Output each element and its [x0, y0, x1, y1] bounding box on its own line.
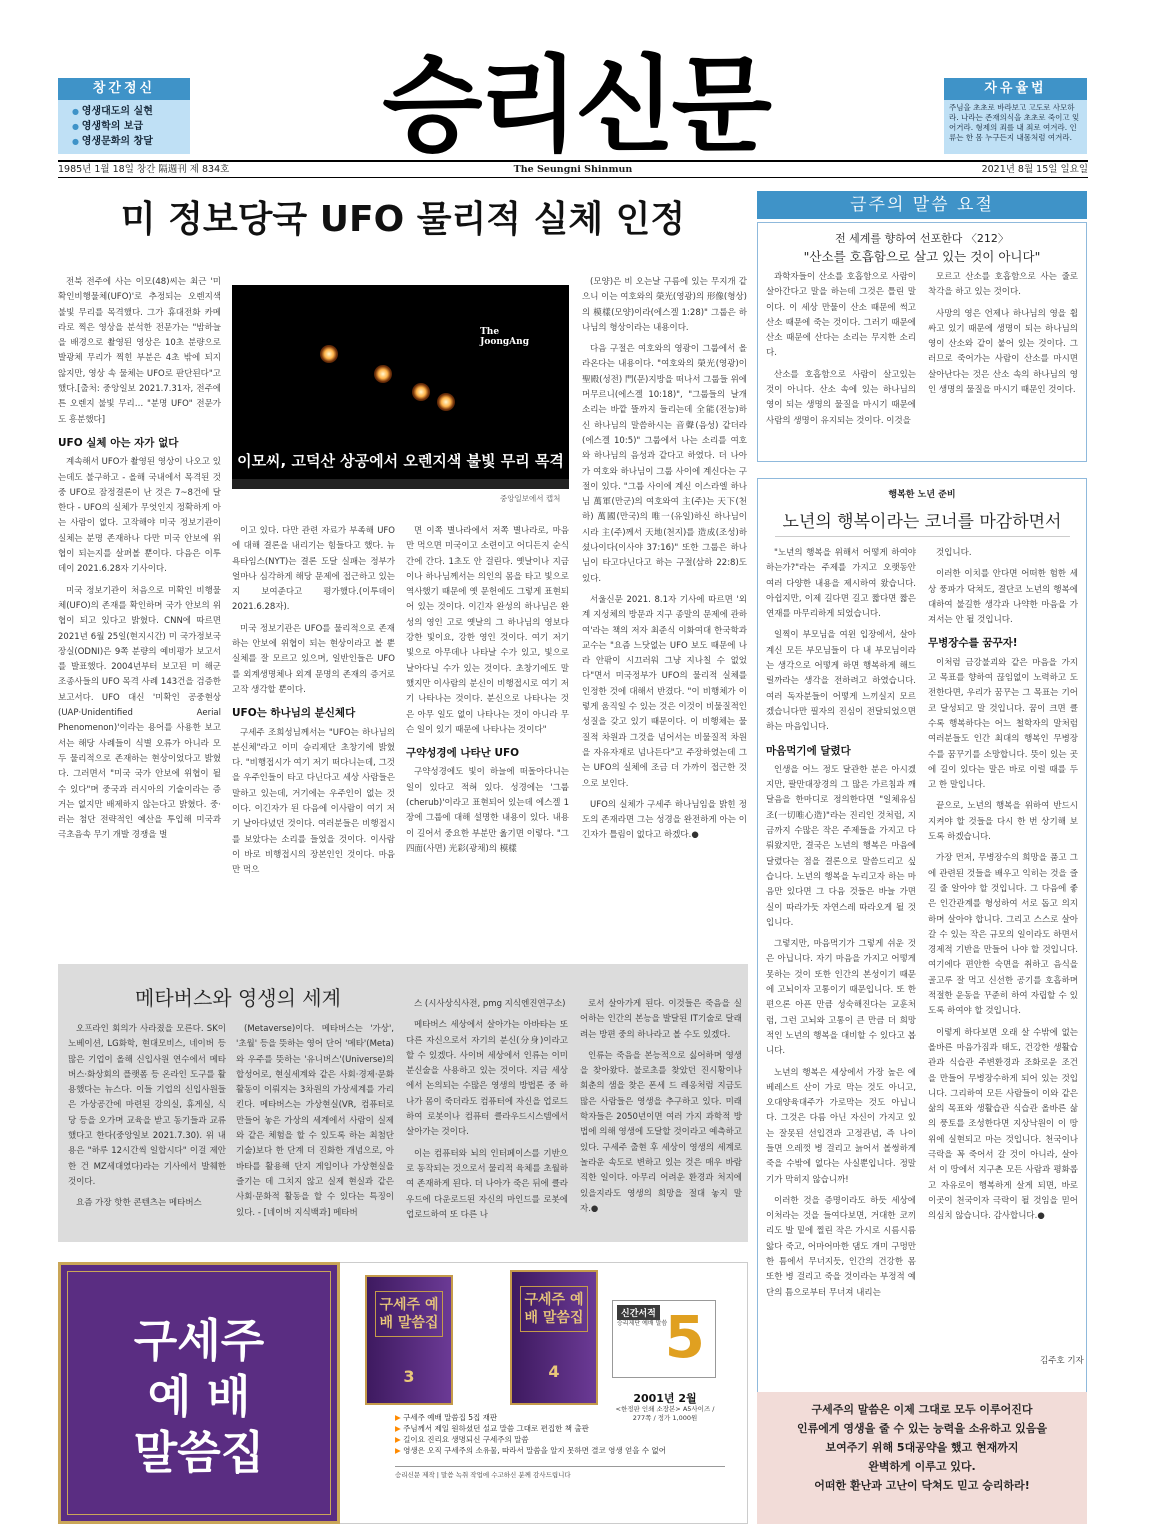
light-orb: [374, 365, 392, 383]
ad-title-panel: [58, 1262, 340, 1524]
paragraph: 로서 살아가게 된다. 이것들은 죽음을 실어하는 인간의 본능을 발달된 IT기술로 달래려는 방편 중의 하나라고 볼 수도 있겠다.: [580, 999, 742, 1040]
paragraph: 미국 정보기관이 처음으로 미확인 비행물체(UFO)의 존재를 확인하며 국가 안보의 위협이 되고 있다고 밝혔다. CNN에 따르면 2021년 6월 25일(현지시간) 미 국가정보국장실(ODNI)은 9쪽 분량의 예비평가 보고서를 발표했다. 2004년부터 보고된 미 해군 조종사들의 UFO 목격 사례 143건을 검증한 보고서다. UFO 대신 '미확인 공중현상(UAP·Unidentified Aerial Phenomenon)'이라는 용어를 사용한 보고서는 해당 사례들이 식별 오류가 아니라 모두 물리적으로 존재하는 현상이었다고 밝혔다. 그러면서 "미국 국가 안보에 위협이 될 수 있다"며 중국과 러시아의 기술이라는 증거는 없지만 배제하지 않는다고 밝혔다. 중·러는 첨단 전략적인 예산을 투입해 미국과 극초음속 무기 개발 경쟁을 벌: [58, 585, 221, 841]
paragraph: 이처럼 금강불괴와 같은 마음을 가지고 목표를 향하여 끊임없이 노력하고 도전한다면, 우리가 꿈꾸는 그 목표는 기어코 달성되고 말 것입니다. 꿈이 크면 클수록 행복하다는 어느 철학자의 말처럼 여러분들도 인간 최대의 행복인 무병장수를 꿈꾸기를 소망합니다. 뜻이 있는 곳에 길이 있다는 말은 바로 이럴 때를 두고 한 말입니다.: [928, 657, 1078, 791]
weekly-word-column-1: [766, 270, 916, 455]
book-volume: 4: [548, 1362, 560, 1381]
notice-line: 완벽하게 이루고 있다.: [868, 1460, 976, 1473]
metaverse-column-3: [406, 997, 568, 1237]
aging-title: 노년의 행복이라는 코너를 마감하면서: [782, 512, 1062, 532]
newspaper-title: 승리신문: [382, 44, 768, 166]
weekly-word-column-2: [928, 270, 1078, 455]
subheading: 구약성경에 나타난 UFO: [406, 747, 520, 760]
ad-feature-item: ▶ 주님께서 제일 원하셨던 설교 말씀 그대로 편집한 책 출판: [395, 1424, 589, 1433]
paragraph: (모양)은 비 오는날 구름에 있는 무지개 같으니 이는 여호와의 榮光(영광)의 形像(형상)의 模樣(모양)이라(에스겔 1:28)" 그룹은 하나님의 형상이라는 내용이다.: [582, 277, 747, 333]
ad-title-line: 구세주: [133, 1314, 265, 1367]
weekly-word-header: 금주의 말씀 요절: [757, 191, 1087, 219]
notice-box: [757, 1392, 1087, 1524]
ad-feature-item: ▶ 구세주 예배 말씀집 5집 재판: [395, 1413, 498, 1422]
issue-date: 2021년 8월 15일 일요일: [981, 164, 1088, 175]
aging-column-2: [928, 546, 1078, 1346]
badge-number: 5: [664, 1303, 705, 1371]
subheading: UFO는 하나님의 분신체다: [232, 707, 356, 720]
article-column-2: [232, 524, 395, 954]
book-cover-4: [510, 1270, 598, 1405]
notice-line: 어떠한 환난과 고난이 닥쳐도 믿고 승리하라!: [814, 1479, 1030, 1492]
motto-right-text: 주님을 초초로 바라보고 고도로 사모하라. 나라는 존재의식을 초초로 죽이고 잊어거라. 형제의 죄를 내 죄로 여겨라. 인류는 한 몸 누구든지 내몸처럼 여겨라.: [949, 103, 1080, 142]
motto-left-item: ● 영생대도의 실현: [72, 104, 190, 119]
paragraph: 것입니다.: [936, 548, 972, 558]
paragraph: 스 (시사상식사전, pmg 지식엔진연구소): [414, 999, 566, 1009]
issue-info: 1985년 1월 18일 창간 隔週刊 제 834호: [58, 164, 230, 175]
notice-line: 보여주기 위해 5대공약을 했고 현재까지: [825, 1441, 1019, 1454]
paragraph: 끝으로, 노년의 행복을 위하여 반드시 지켜야 할 것들을 다시 한 번 상기해 보도록 하겠습니다.: [928, 801, 1078, 843]
paragraph: 노년의 행복은 세상에서 가장 높은 에베레스트 산이 가로 막는 것도 아니고, 오대양육대주가 가로막는 것도 아닙니다. 그것은 다름 아닌 자신이 가지고 있는 잘못된 선입견과 고정관념, 즉 나이 들면 으레껏 병 걸리고 늙어서 볼썽하게 죽을 수밖에 없다는 사실뿐입니다. 정말 기가 막히지 않습니까!: [766, 1067, 916, 1185]
paragraph: 일찍이 부모님을 여윈 입장에서, 살아 계신 모든 부모님들이 다 내 부모님이라는 생각으로 어떻게 하면 행복하게 해드릴까라는 생각을 전하려고 하였습니다. 여러 독자분들이 어떻게 느끼실지 모르겠습니다만 필자의 진심이 전달되었으면 하는 마음입니다.: [766, 630, 916, 733]
book-title: 구세주 예 배 말씀집: [375, 1291, 443, 1337]
ad-title-line: 예 배: [147, 1370, 251, 1423]
ad-feature-item: ▶ 영생은 오직 구세주의 소유물, 따라서 말씀을 알지 못하면 결코 영생 얻을 수 없어: [395, 1446, 666, 1455]
english-title: The Seungni Shinmun: [513, 164, 633, 175]
paragraph: 이는 컴퓨터와 뇌의 인터페이스를 기반으로 동작되는 것으로서 물리적 육체를 초월하여 존재하게 된다. 더 나아가 죽은 뒤에 클라우드에 다운로드된 자신의 마인드를 로봇에 업로드하여 또 다른 나: [406, 1148, 568, 1220]
notice-line: 구세주의 말씀은 이제 그대로 모두 이루어진다: [811, 1403, 1033, 1416]
light-orb: [412, 383, 430, 401]
paragraph: 이러한 이치를 안다면 어떠한 험한 세상 풍파가 닥쳐도, 결단코 노년의 행복에 대하여 불길한 생각과 나약한 마음을 가져서는 안 될 것입니다.: [928, 569, 1078, 626]
paragraph: 다음 구절은 여호와의 영광이 그룹에서 올라온다는 내용이다. "여호와의 榮光(영광)이 聖殿(성전) 門(문)지방을 떠나서 그룹들 위에 머무르니(에스겔 10:18)", "그룹들의 날개 소리는 바깥 뜰까지 들리는데 全能(전능)하신 하나님의 말씀하시는 音聲(음성) 같더라(에스겔 10:5)" 그룹에서 나는 소리를 여호와 하나님의 음성과 같다고 하였다. 더 나아가 여호와 하나님이 그룹 사이에 계신다는 구절이 있다. "그룹 사이에 계신 이스라엘 하나님 萬軍(만군)의 여호와여 主(주)는 天下(천하) 萬國(만국)의 唯一(유일)하신 하나님이시라 主(주)께서 天地(천지)를 造成(조성)하셨나이다(이사야 37:16)" 또한 그룹은 하나님이 타고다닌다고 하는 구절(삼하 22:8)도 있다.: [582, 344, 747, 584]
paragraph: 계속해서 UFO가 촬영된 영상이 나오고 있는데도 불구하고 - 올해 국내에서 목격된 것 중 UFO로 잠정결론이 난 것은 7~8건에 달한다 - UFO의 실체가 무엇인지 정확하게 아는 사람이 없다. 고작해야 미국 정보기관이 실체는 분명 존재하나 다만 미국 안보에 위협이 되는지를 살펴볼 뿐이다. 다음은 이투데이 2021.6.28자 기사이다.: [58, 457, 221, 575]
subheading: UFO 실체 아는 자가 없다: [58, 436, 179, 449]
badge-label: 신간서적: [617, 1305, 660, 1320]
motto-left-title: 창간정신: [58, 78, 190, 100]
subheading: 마음먹기에 달렸다: [766, 744, 851, 757]
paragraph: 오프라인 회의가 사라졌을 모른다. SK이노베이션, LG화학, 현대모비스, 네이버 등 많은 기업이 올해 신입사원 연수에서 메타버스·화상회의 플랫폼 등 온라인 도구를 활용했다는 뉴스다. 이들 기업의 신입사원들은 가상공간에 마련된 강의실, 휴게실, 식당 등을 오가며 교육을 받고 동기들과 교류했다고 한다(중앙일보 2021.7.30). 위 내용은 "하루 12시간씩 일합시다" 이걸 제안한 건 MZ세대였다)라는 기사에서 발췌한 것이다.: [68, 1024, 226, 1187]
aging-column-1: [766, 546, 916, 1386]
paragraph: 면 이쪽 별나라에서 저쪽 별나라로, 마음만 먹으면 미국이고 소련이고 어디든지 순식간에 간다. 1초도 안 걸린다. 옛날이나 지금이나 하나님께서는 의인의 몸을 타고 빛으로 역사했기 때문에 옛 문헌에도 그렇게 표현되어 있는 것이다. 이긴자 완성의 하나님은 완성의 영인 고로 옛날의 그 하나님의 영보다 강한 빛이요, 강한 영인 것이다. 여기 저기 빛으로 아무데나 나타날 수가 있고, 빛으로 날아다닐 수가 있는 것이다. 초창기에도 말했지만 이사람의 분신이 비행접시로 여기 저기 나타나는 것이다. 분신으로 나타나는 것은 아무 일도 없이 나타나는 것이 아니라 무슨 일이 있기 때문에 나타나는 것이다": [406, 526, 569, 735]
paragraph: 이렇게 하다보면 오래 살 수밖에 없는 올바른 마음가짐과 태도, 건강한 생활습관과 식습관 주변환경과 조화로운 조건을 만들어 무병장수하게 되어 있는 것입니다. 그리하여 모든 사람들이 이와 같은 삶의 목표와 생활습관 식습관 올바른 삶의 풍토를 조성한다면 지상낙원이 이 땅 위에 실현되고 마는 것입니다. 천국이나 극락을 꼭 죽어서 갈 것이 아니라, 살아서 이 땅에서 지구촌 모든 사람과 평화롭고 자유로이 행복하게 살게 되면, 바로 이곳이 천국이자 극락이 될 것임을 믿어 의심치 않습니다. 감사합니다.●: [928, 1027, 1078, 1222]
notice-line: 인류에게 영생을 줄 수 있는 능력을 소유하고 있음을: [797, 1422, 1047, 1435]
paragraph: "노년의 행복을 위해서 어떻게 하여야 하는가?"라는 주제를 가지고 오랫동안 여러 다양한 내용을 제시하여 왔습니다. 아쉽지만, 이제 길다면 길고 짧다면 짧은 연재를 마무리하게 되었습니다.: [766, 548, 916, 620]
badge-subtitle: 승리제단 예배 말씀: [617, 1320, 668, 1327]
article-column-3: [406, 524, 569, 954]
video-progress-bar: [232, 479, 569, 489]
book-title: 구세주 예 배 말씀집: [520, 1286, 588, 1332]
aging-kicker: 행복한 노년 준비: [888, 490, 956, 500]
subheading: 무병장수를 꿈꾸자!: [928, 637, 1018, 650]
photo-caption: 이모씨, 고덕산 상공에서 오렌지색 불빛 무리 목격: [232, 447, 569, 475]
metaverse-title: 메타버스와 영생의 세계: [135, 986, 341, 1010]
paragraph: 모르고 산소를 호흡함으로 사는 줄로 착각을 하고 있는 것이다.: [928, 272, 1078, 298]
paragraph: (Metaverse)이다. 메타버스는 '가상', '초월' 등을 뜻하는 영어 단어 '메타'(Meta)와 우주를 뜻하는 '유니버스'(Universe)의 합성어로, 현실세계와 같은 사회·경제·문화 활동이 이뤄지는 3차원의 가상세계를 가리킨다. 메타버스는 가상현실(VR, 컴퓨터로 만들어 놓은 가상의 세계에서 사람이 실제와 같은 체험을 할 수 있도록 하는 최첨단 기술)보다 한 단계 더 진화한 개념으로, 아바타를 활용해 단지 게임이나 가상현실을 즐기는 데 그치지 않고 실제 현실과 같은 사회·문화적 활동을 할 수 있다는 특징이 있다. - [네이버 지식백과] 메타버: [236, 1024, 394, 1218]
weekly-word-quote: "산소를 호흡함으로 살고 있는 것이 아니다": [803, 249, 1041, 264]
article-column-1: [58, 275, 221, 955]
paragraph: 가장 먼저, 무병장수의 희망을 품고 그에 관련된 것들을 배우고 익히는 것을 즐길 줄 알아야 할 것입니다. 그 다음에 좋은 인간관계를 형성하여 서로 돕고 의지하며 살아야 합니다. 그리고 스스로 살아갈 수 있는 작은 규모의 일이라도 하면서 경제적 기반을 만들어 나야 할 것입니다. 여기에다 편안한 숙면을 취하고 음식을 골고루 잘 먹고 신선한 공기를 호흡하며 적절한 운동을 꾸준히 하여 자립할 수 있도록 하여야 할 것입니다.: [928, 853, 1078, 1017]
ad-feature-item: ▶ 길이요 진리요 생명되신 구세주의 말씀: [395, 1435, 529, 1444]
light-orb: [437, 393, 455, 411]
ad-title-line: 말씀집: [133, 1426, 265, 1479]
motto-left-list: [58, 100, 190, 149]
motto-right-title: 자유율법: [944, 78, 1087, 100]
weekly-word-subtitle: 전 세계를 향하여 선포한다 〈212〉: [835, 232, 1009, 245]
paragraph: 이러한 것을 증명이라도 하듯 세상에 이처라는 것을 들여다보면, 거대한 코끼리도 발 밑에 찔린 작은 가시로 시름시름 앓다 죽고, 어마어마한 댐도 개미 구멍만한 틈에서 무너지듯, 인간의 건강한 몸 또한 병 걸리고 죽을 것이라는 부정적 예단의 틈으로부터 무너져 내리는: [766, 1195, 916, 1298]
paragraph: 구세주 조희성님께서는 "UFO는 하나님의 분신체"라고 이미 승리제단 초창기에 밝혔다. "비행접시가 여기 저기 떠다니는데, 그것을 우주인들이 타고 다닌다고 세상 사람들은 말하고 있는데, 거기에는 우주인이 없는 것이다. 이긴자가 된 다음에 이사람이 여기 저기 날아다녔던 것이다. 여러분들은 비행접시를 보았다는 소리를 들었을 것이다. 이사람이 바로 비행접시의 장본인인 것이다. 마음만 먹으: [232, 727, 395, 876]
paragraph: 구약성경에도 빛이 하늘에 떠돌아다니는 일이 있다고 적혀 있다. 성경에는 '그룹(cherub)'이라고 표현되어 있는데 에스겔 1장에 그룹에 대해 설명한 내용이 있다. 내용이 길어서 중요한 부분만 옮기면 이렇다. "그 四面(사면) 光彩(광채)의 模樣: [406, 767, 569, 854]
light-orb: [320, 345, 338, 363]
joongang-logo: The JoongAng: [480, 327, 529, 347]
book-volume: 3: [403, 1367, 415, 1386]
motto-left-item: ● 영생문화의 창달: [72, 134, 190, 149]
divider: [775, 536, 1070, 537]
paragraph: 이고 있다. 다만 관련 자료가 부족해 UFO에 대해 결론을 내리기는 힘들다고 했다. 뉴욕타임스(NYT)는 결론 도달 실패는 정부가 얼마나 심각하게 해당 문제에 접근하고 있는지 보여준다고 평가했다.(이투데이 2021.6.28자).: [232, 526, 395, 613]
metaverse-column-1: [68, 1022, 226, 1237]
ad-footer: 승리신문 제작 | 말씀 녹취 작업에 수고하신 분께 감사드립니다: [395, 1466, 725, 1479]
new-book-badge: [612, 1300, 716, 1378]
metaverse-column-2: [236, 1022, 394, 1237]
paragraph: 전북 전주에 사는 이모(48)씨는 최근 '미확인비행물체(UFO)'로 추정되는 오렌지색 불빛 무리를 목격했다. 그가 휴대전화 카메라로 찍은 영상을 분석한 전문가는 "밤하늘을 배경으로 촬영된 영상은 10초 분량으로 발광체 무리가 찍힌 부분은 4초 밖에 되지 않지만, 영상 속 물체는 UFO로 판단된다"고 했다.[출처: 중앙일보 2021.7.31자, 전주에 튼 오렌지 불빛 무리… "분명 UFO" 전문가도 흥분했다]: [58, 277, 221, 425]
motto-box-right: [944, 78, 1087, 154]
ad-date: 2001년 2월: [633, 1392, 697, 1405]
ufo-photo: [232, 285, 569, 489]
ad-feature-list: [395, 1412, 725, 1456]
dateline: [58, 160, 1088, 178]
paragraph: 메타버스 세상에서 살아가는 아바타는 또 다른 자신으로서 자기의 분신(分身)이라고 할 수 있겠다. 사이버 세상에서 인류는 이미 분신술을 사용하고 있는 것이다. 지금 세상에서 논의되는 수많은 영생의 방법론 중 하나가 몸이 죽더라도 컴퓨터에 자신을 업로드하여 로봇이나 컴퓨터 클라우드시스템에서 살아가는 것이다.: [406, 1020, 568, 1138]
byline: 김주호 기자: [1040, 1356, 1084, 1366]
paragraph: 인생을 어느 정도 달관한 분은 아시겠지만, 팔만대장경의 그 많은 가르침과 깨달음을 한마디로 정의한다면 "일체유심조(一切唯心造)"라는 진리인 것처럼, 지금까지 수많은 작은 주제들을 가지고 다뤄왔지만, 결국은 노년의 행복은 마음에 달렸다는 점을 결론으로 말씀드리고 싶습니다. 노년의 행복을 누리고자 하는 마음만 있다면 그 다음 것들은 바늘 가면 실이 따라가듯 자연스레 따라오게 될 것입니다.: [766, 764, 916, 928]
ad-edition-info: <한정판 인쇄 소장본> A5사이즈 / 277쪽 / 정가 1,000원: [615, 1405, 715, 1422]
paragraph: 요즘 가장 핫한 콘텐츠는 메타버스: [76, 1198, 202, 1209]
main-headline: 미 정보당국 UFO 물리적 실체 인정: [120, 199, 686, 240]
paragraph: 미국 정보기관은 UFO를 물리적으로 존재하는 안보에 위협이 되는 현상이라고 볼 뿐 실체를 잘 모르고 있으며, 일반인들은 UFO를 외계생명체나 외계 문명의 존재의 증거로 고작 생각할 뿐이다.: [232, 623, 395, 695]
paragraph: UFO의 실체가 구세주 하나님임을 밝힌 정도의 존재라면 그는 성경을 완전하게 아는 이긴자가 틀림이 없다고 하겠다.●: [582, 799, 747, 841]
photo-credit: 중앙일보에서 캡처: [500, 494, 561, 503]
book-cover-3: [365, 1275, 453, 1405]
paragraph: 그렇지만, 마음먹기가 그렇게 쉬운 것은 아닙니다. 자기 마음을 가지고 어떻게 못하는 것이 또한 인간의 본성이기 때문에 고뇌이자 고통이기 때문입니다. 또 한편으론 아픈 만큼 성숙해진다는 교훈처럼, 그런 고뇌와 고통이 큰 만큼 더 희망적인 노년의 행복을 대비할 수 있다고 봅니다.: [766, 939, 916, 1057]
metaverse-column-4: [580, 997, 742, 1237]
motto-box-left: [58, 78, 190, 154]
paragraph: 과학자들이 산소를 호흡함으로 사람이 살아간다고 말을 하는데 그것은 틀린 말이다. 이 세상 만물이 산소 때문에 썩고 산소 때문에 죽는 것이다. 그러기 때문에 산소 때문에 산다는 소리는 무지한 소리다.: [766, 272, 916, 359]
paragraph: 인류는 죽음을 본능적으로 싫어하며 영생을 찾아왔다. 불로초를 찾았던 진시황이나 회춘의 샘을 찾은 폰세 드 레옹처럼 지금도 많은 사람들은 영생을 추구하고 있다. 미래학자들은 2050년이면 여러 가지 과학적 방법에 의해 영생에 도달할 것이라고 예측하고 있다. 구세주 출현 후 세상이 영생의 세계로 놀라운 속도로 변하고 있는 것은 매우 바람직한 일이다. 아무리 어려운 환경과 처지에 있을지라도 영생의 희망을 절대 놓지 말자.●: [580, 1050, 742, 1214]
motto-left-item: ● 영생학의 보급: [72, 119, 190, 134]
paragraph: 산소를 호흡함으로 사람이 살고있는 것이 아니다. 산소 속에 있는 하나님의 영이 되는 생명의 물질을 마시기 때문에 사람의 생명이 유지되는 것이다. 이것을: [766, 369, 916, 426]
article-column-4: [582, 275, 747, 955]
paragraph: 서울신문 2021. 8.1자 기사에 따르면 '외계 지성체의 방문과 지구 종말의 문제에 관하여'라는 책의 저자 최준식 이화여대 한국학과 교수는 "요즘 느닷없는 UFO 보도 때문에 나라 안팎이 시끄러워 그냥 지나칠 수 없었다"면서 미국정부가 UFO의 물리적 실체를 인정한 것에 대해서 반겼다. "이 비행체가 이렇게 움직일 수 있는 것은 이것이 비물질적인 성질을 갖고 있기 때문이다. 이 비행체는 물질적 차원과 그것을 넘어서는 비물질적 차원을 자유자재로 넘나든다"고 주장하였는데 그는 UFO의 실체에 조금 더 가까이 접근한 것으로 보인다.: [582, 594, 747, 789]
paragraph: 사망의 영은 언제나 하나님의 영을 휩싸고 있기 때문에 생명이 되는 하나님의 영이 산소와 같이 붙어 있는 것이다. 그러므로 죽어가는 사람이 산소를 마시면 살아난다는 것은 산소 속의 하나님의 영인 생명의 물질을 마시기 때문인 것이다.: [928, 308, 1078, 396]
